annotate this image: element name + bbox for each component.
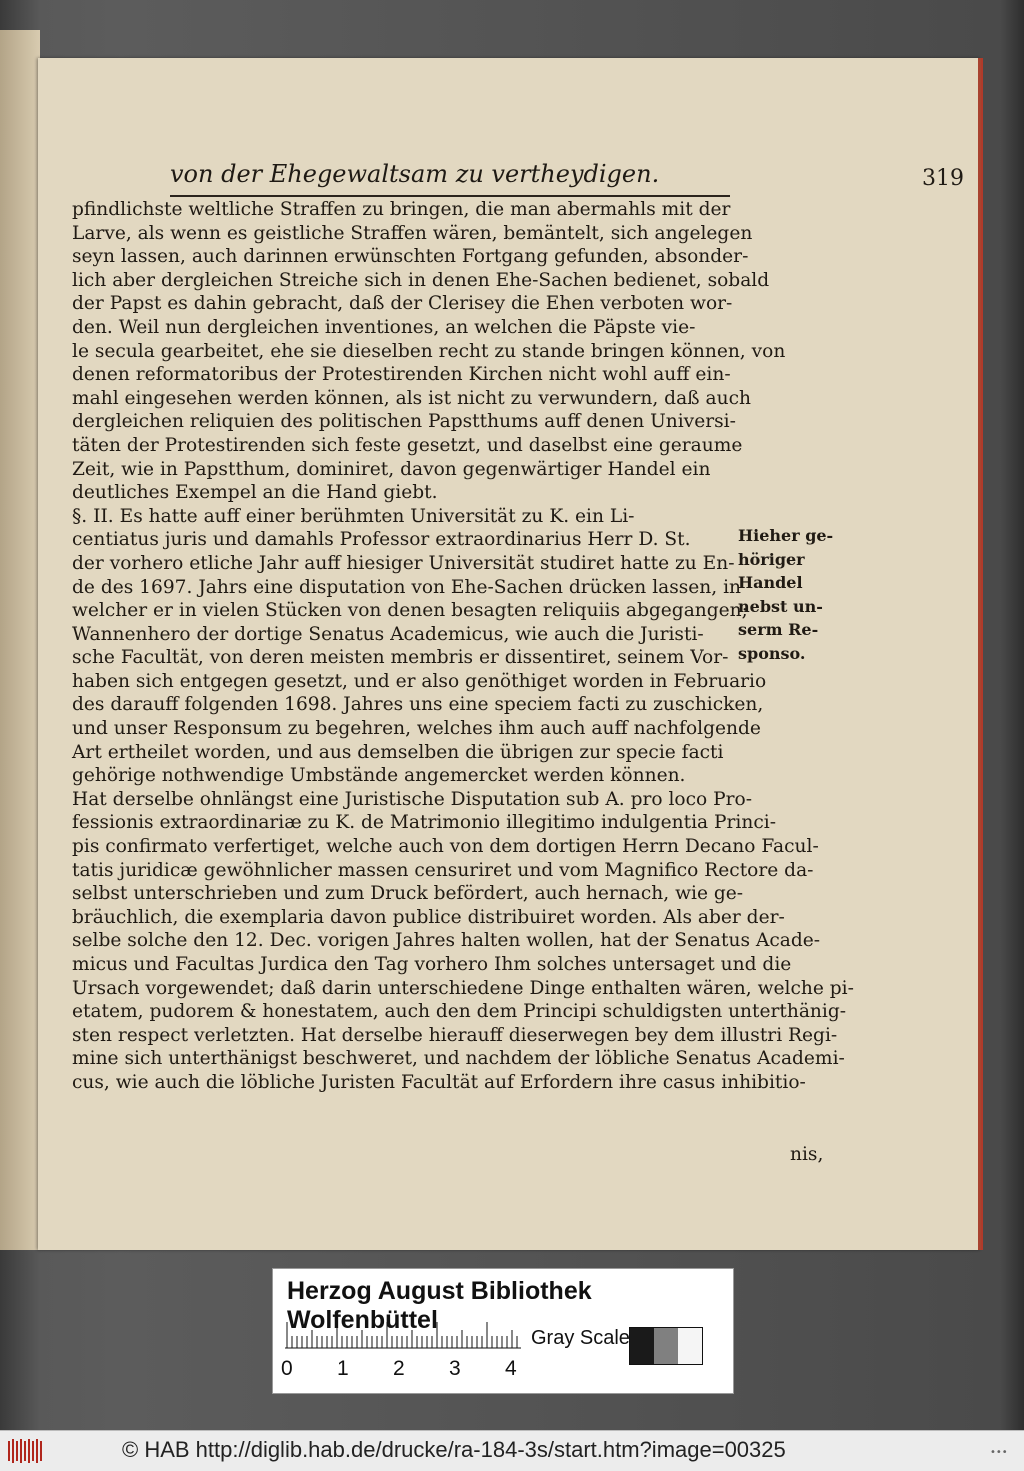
ruler-number: 1 — [337, 1357, 349, 1380]
text-line: täten der Protestirenden sich feste gesetzt, und daselbst eine geraume — [72, 434, 743, 456]
text-line: de des 1697. Jahrs eine disputation von Ehe-Sachen drücken lassen, in — [72, 576, 742, 598]
text-line: centiatus juris und damahls Professor extraordinarius Herr D. St. — [72, 529, 691, 551]
text-line: §. II. Es hatte auff einer berühmten Universität zu K. ein Li- — [72, 505, 635, 527]
margin-note-line: Hieher ge- — [738, 526, 834, 545]
gray-scale-label: Gray Scale — [531, 1327, 630, 1349]
ruler-number: 0 — [281, 1357, 293, 1380]
ruler-number: 2 — [393, 1357, 405, 1380]
text-line: Larve, als wenn es geistliche Straffen wären, bemäntelt, sich angelegen — [72, 222, 753, 244]
footer-menu-icon[interactable]: ••• — [990, 1447, 1008, 1458]
margin-note-line: sponso. — [738, 643, 806, 663]
running-header: von der Ehegewaltsam zu vertheydigen. — [170, 160, 660, 188]
text-line: der Papst es dahin gebracht, daß der Clerisey die Ehen verboten wor- — [72, 293, 733, 315]
text-line: tatis juridicæ gewöhnlicher massen censuriret und vom Magnifico Rectore da- — [72, 859, 814, 881]
text-line: Ursach vorgewendet; daß darin unterschiedene Dinge enthalten wären, welche pi- — [72, 977, 854, 999]
text-line: le secula gearbeitet, ehe sie dieselben recht zu stande bringen können, von — [72, 340, 786, 362]
catchword: nis, — [790, 1144, 824, 1165]
text-line: und unser Responsum zu begehren, welches ihm auch auff nachfolgende — [72, 718, 761, 740]
margin-note-line: Handel — [738, 573, 803, 593]
text-line: bräuchlich, die exemplaria davon publice distribuiret worden. Als aber der- — [72, 906, 785, 928]
ruler-number: 3 — [449, 1357, 461, 1380]
text-line: sche Facultät, von deren meisten membris er dissentiret, seinem Vor- — [72, 647, 729, 669]
text-line: pfindlichste weltliche Straffen zu bringen, die man abermahls mit der — [72, 199, 731, 220]
text-line: welcher er in vielen Stücken von denen besagten reliquiis abgegangen; — [72, 600, 748, 622]
text-line: sten respect verletzten. Hat derselbe hierauff dieserwegen bey dem illustri Regi- — [72, 1024, 838, 1046]
page-number: 319 — [922, 166, 964, 191]
margin-note-line: serm Re- — [738, 620, 819, 640]
text-line: Hat derselbe ohnlängst eine Juristische Disputation sub A. pro loco Pro- — [72, 788, 753, 810]
text-line: mine sich unterthänigst beschweret, und nachdem der löbliche Senatus Academi- — [72, 1048, 845, 1070]
margin-notes — [738, 524, 834, 666]
text-line: cus, wie auch die löbliche Juristen Facultät auf Erfordern ihre casus inhibitio- — [72, 1071, 806, 1093]
gray-swatch — [678, 1328, 702, 1364]
text-line: des darauff folgenden 1698. Jahres uns eine speciem facti zu zuschicken, — [72, 694, 764, 716]
ruler-icon — [285, 1321, 521, 1349]
text-line: pis confirmato verfertiget, welche auch von dem dortigen Herrn Decano Facul- — [72, 836, 819, 858]
text-line: Zeit, wie in Papstthum, dominiret, davon gegenwärtiger Handel ein — [72, 458, 711, 480]
hab-logo-icon — [6, 1437, 46, 1465]
text-line: dergleichen reliquien des politischen Papstthums auff denen Universi- — [72, 411, 736, 433]
text-line: den. Weil nun dergleichen inventiones, an welchen die Päpste vie- — [72, 316, 696, 338]
library-title: Herzog August Bibliothek Wolfenbüttel — [287, 1277, 592, 1334]
text-line: haben sich entgegen gesetzt, und er also genöthiget worden in Februario — [72, 670, 767, 692]
text-line: mahl eingesehen werden können, als ist nicht zu verwundern, daß auch — [72, 387, 751, 409]
margin-note-line: nebst un- — [738, 596, 823, 616]
text-line: Wannenhero der dortige Senatus Academicus, wie auch die Juristi- — [72, 623, 704, 645]
text-line: selbe solche den 12. Dec. vorigen Jahres halten wollen, hat der Senatus Acade- — [72, 930, 821, 952]
text-line: etatem, pudorem & honestatem, auch den dem Principi schuldigsten unterthänig- — [72, 1001, 847, 1023]
text-line: selbst unterschrieben und zum Druck befördert, auch hernach, wie ge- — [72, 883, 744, 905]
footer-bar — [0, 1430, 1024, 1471]
text-line: deutliches Exempel an die Hand giebt. — [72, 482, 438, 504]
text-line: seyn lassen, auch darinnen erwünschten Fortgang gefunden, absonder- — [72, 246, 749, 268]
ruler-number: 4 — [505, 1357, 517, 1380]
text-line: gehörige nothwendige Umbstände angemercket werden können. — [72, 765, 686, 787]
permalink-link[interactable]: © HAB http://diglib.hab.de/drucke/ra-184-3s/start.htm?image=00325 — [122, 1437, 786, 1462]
header-rule — [170, 195, 730, 197]
text-line: lich aber dergleichen Streiche sich in denen Ehe-Sachen bedienet, sobald — [72, 269, 770, 291]
text-line: der vorhero etliche Jahr auff hiesiger Universität studiret hatte zu En- — [72, 552, 735, 574]
gray-scale-swatches — [629, 1327, 703, 1365]
gray-swatch — [654, 1328, 678, 1364]
library-label — [272, 1268, 734, 1394]
text-line: micus und Facultas Jurdica den Tag vorhero Ihm solches untersaget und die — [72, 954, 792, 975]
gray-swatch — [630, 1328, 654, 1364]
text-line: fessionis extraordinariæ zu K. de Matrimonio illegitimo indulgentia Princi- — [72, 812, 776, 834]
text-line: Art ertheilet worden, und aus demselben die übrigen zur specie facti — [72, 741, 724, 763]
text-line: denen reformatoribus der Protestirenden Kirchen nicht wohl auff ein- — [72, 364, 731, 386]
adjacent-page-edge — [0, 30, 40, 1250]
margin-note-line: höriger — [738, 549, 805, 569]
